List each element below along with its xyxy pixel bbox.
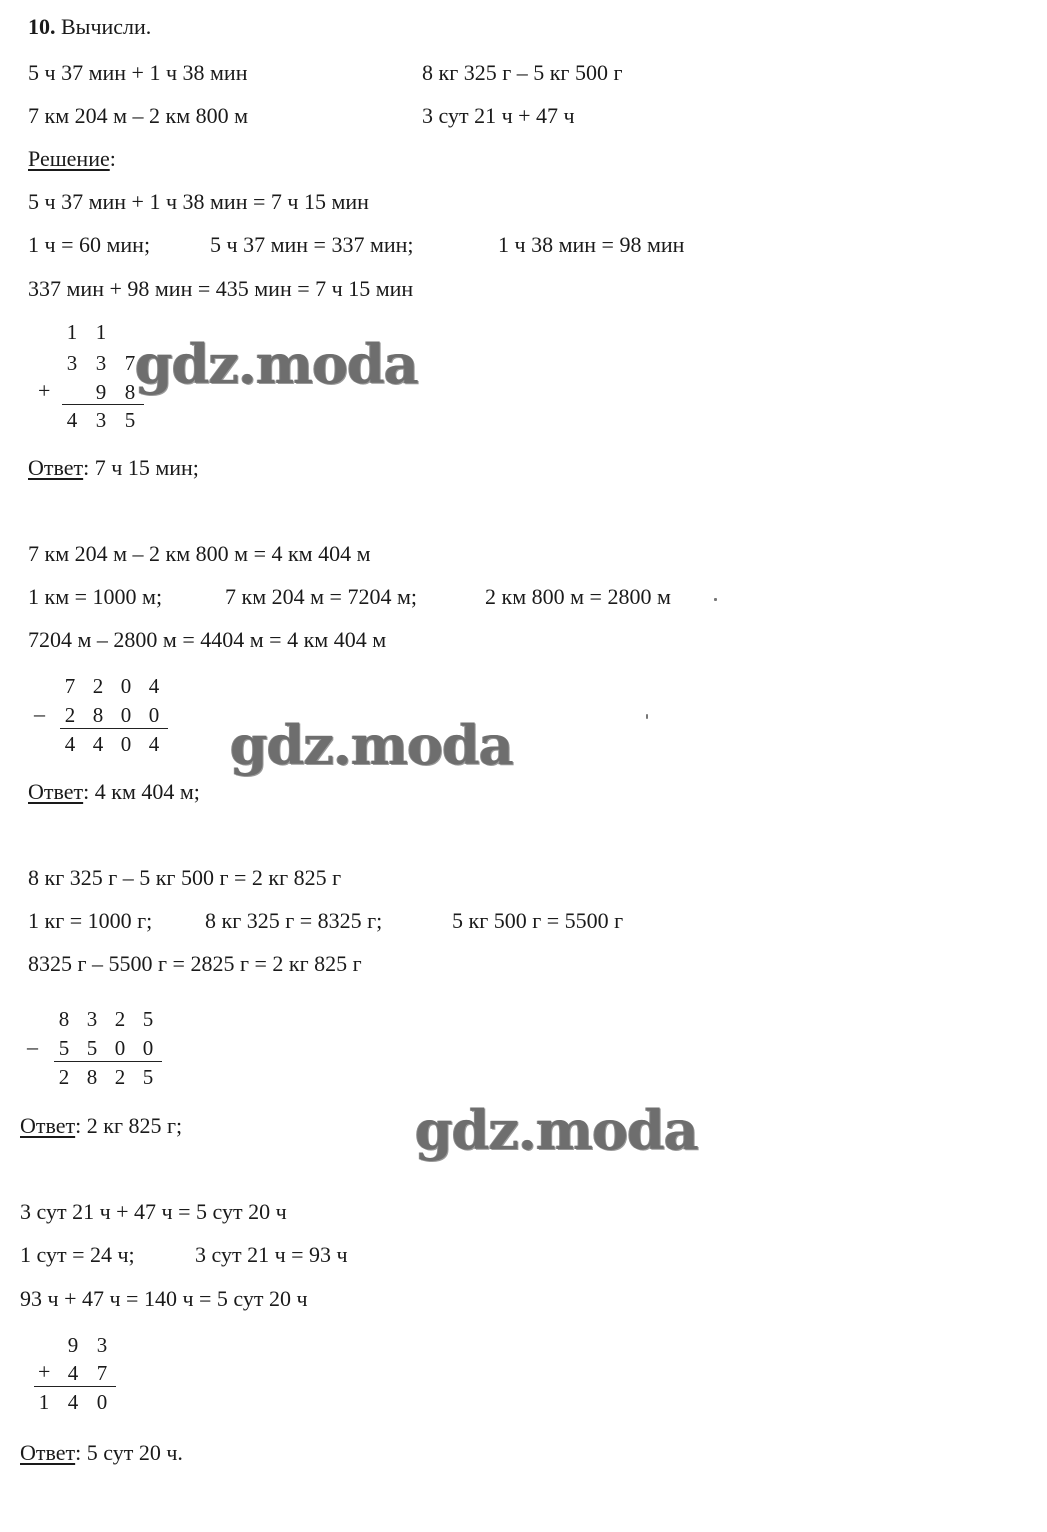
- part1-conversion-2: 5 ч 37 мин = 337 мин;: [210, 232, 414, 257]
- result-digit: 0: [120, 732, 132, 756]
- task-expression-2: 8 кг 325 г – 5 кг 500 г: [422, 60, 623, 85]
- column-digit: 0: [114, 1036, 126, 1060]
- task-expression-3: 7 км 204 м – 2 км 800 м: [28, 103, 249, 128]
- part1-calculation: 337 мин + 98 мин = 435 мин = 7 ч 15 мин: [28, 276, 414, 301]
- solution-colon: :: [109, 146, 116, 171]
- column-digit: 0: [120, 703, 132, 727]
- part4-conversion-2: 3 сут 21 ч = 93 ч: [195, 1242, 348, 1267]
- task-number: 10.: [28, 14, 56, 39]
- part3-equation: 8 кг 325 г – 5 кг 500 г = 2 кг 825 г: [28, 865, 342, 890]
- result-digit: 0: [96, 1390, 108, 1414]
- task-instruction: Вычисли.: [61, 14, 152, 39]
- column-digit: 5: [86, 1036, 98, 1060]
- answer-value: : 4 км 404 м;: [83, 779, 200, 804]
- column-digit: 9: [95, 380, 107, 404]
- column-digit: 0: [120, 674, 132, 698]
- part2-conversion-3: 2 км 800 м = 2800 м: [485, 584, 671, 609]
- part2-conversion-2: 7 км 204 м = 7204 м;: [225, 584, 417, 609]
- part3-conversion-1: 1 кг = 1000 г;: [28, 908, 153, 933]
- task-expression-4: 3 сут 21 ч + 47 ч: [422, 103, 575, 128]
- minus-sign: –: [27, 1034, 38, 1059]
- column-digit: 3: [66, 351, 78, 375]
- answer-value: : 7 ч 15 мин;: [83, 455, 199, 480]
- watermark: gdz.moda: [230, 713, 513, 777]
- column-digit: 2: [92, 674, 104, 698]
- minus-sign: –: [34, 701, 45, 726]
- plus-sign: +: [38, 378, 51, 403]
- column-digit: 5: [142, 1007, 154, 1031]
- column-digit: 0: [142, 1036, 154, 1060]
- part2-equation: 7 км 204 м – 2 км 800 м = 4 км 404 м: [28, 541, 371, 566]
- watermark: gdz.moda: [415, 1098, 698, 1162]
- column-digit: 9: [67, 1333, 79, 1357]
- part4-equation: 3 сут 21 ч + 47 ч = 5 сут 20 ч: [20, 1199, 287, 1224]
- part3-conversion-3: 5 кг 500 г = 5500 г: [452, 908, 624, 933]
- answer-label: Ответ: [28, 455, 84, 480]
- answer-value: : 5 сут 20 ч.: [75, 1440, 183, 1465]
- scan-speck: [646, 714, 648, 719]
- answer-label: Ответ: [28, 779, 84, 804]
- result-digit: 8: [86, 1065, 98, 1089]
- answer-label: Ответ: [20, 1113, 76, 1138]
- carry-digit: 1: [95, 320, 107, 344]
- part1-equation: 5 ч 37 мин + 1 ч 38 мин = 7 ч 15 мин: [28, 189, 369, 214]
- part1-answer: [28, 455, 199, 481]
- column-digit: 8: [58, 1007, 70, 1031]
- answer-value: : 2 кг 825 г;: [75, 1113, 183, 1138]
- scan-speck: [714, 598, 717, 601]
- result-digit: 5: [124, 408, 136, 432]
- answer-label: Ответ: [20, 1440, 76, 1465]
- sum-line: [62, 404, 144, 405]
- part2-calculation: 7204 м – 2800 м = 4404 м = 4 км 404 м: [28, 627, 387, 652]
- column-digit: 7: [96, 1361, 108, 1385]
- part4-calculation: 93 ч + 47 ч = 140 ч = 5 сут 20 ч: [20, 1286, 308, 1311]
- result-digit: 4: [148, 732, 160, 756]
- part1-conversion-3: 1 ч 38 мин = 98 мин: [498, 232, 685, 257]
- column-digit: 3: [96, 1333, 108, 1357]
- part3-answer: [20, 1113, 182, 1139]
- solution-label: Решение: [28, 146, 110, 171]
- column-digit: 3: [86, 1007, 98, 1031]
- column-digit: 8: [124, 380, 136, 404]
- task-expression-1: 5 ч 37 мин + 1 ч 38 мин: [28, 60, 248, 85]
- result-digit: 4: [92, 732, 104, 756]
- column-digit: 2: [64, 703, 76, 727]
- column-digit: 3: [95, 351, 107, 375]
- result-digit: 4: [64, 732, 76, 756]
- result-digit: 3: [95, 408, 107, 432]
- column-digit: 7: [64, 674, 76, 698]
- part1-conversion-1: 1 ч = 60 мин;: [28, 232, 151, 257]
- sum-line: [34, 1386, 116, 1387]
- column-digit: 5: [58, 1036, 70, 1060]
- result-digit: 4: [66, 408, 78, 432]
- column-digit: 4: [67, 1361, 79, 1385]
- part4-conversion-1: 1 сут = 24 ч;: [20, 1242, 135, 1267]
- part2-conversion-1: 1 км = 1000 м;: [28, 584, 163, 609]
- task-heading: [28, 14, 151, 40]
- column-digit: 2: [114, 1007, 126, 1031]
- result-digit: 5: [142, 1065, 154, 1089]
- result-digit: 1: [38, 1390, 50, 1414]
- difference-line: [54, 1061, 162, 1062]
- column-digit: 0: [148, 703, 160, 727]
- column-digit: 7: [124, 351, 136, 375]
- plus-sign: +: [38, 1359, 51, 1384]
- part3-calculation: 8325 г – 5500 г = 2825 г = 2 кг 825 г: [28, 951, 362, 976]
- column-digit: 4: [148, 674, 160, 698]
- result-digit: 2: [114, 1065, 126, 1089]
- solution-heading: [28, 146, 116, 172]
- watermark: gdz.moda: [135, 332, 418, 396]
- part4-answer: [20, 1440, 183, 1466]
- difference-line: [60, 728, 168, 729]
- part2-answer: [28, 779, 200, 805]
- column-digit: 8: [92, 703, 104, 727]
- carry-digit: 1: [66, 320, 78, 344]
- result-digit: 2: [58, 1065, 70, 1089]
- part3-conversion-2: 8 кг 325 г = 8325 г;: [205, 908, 383, 933]
- result-digit: 4: [67, 1390, 79, 1414]
